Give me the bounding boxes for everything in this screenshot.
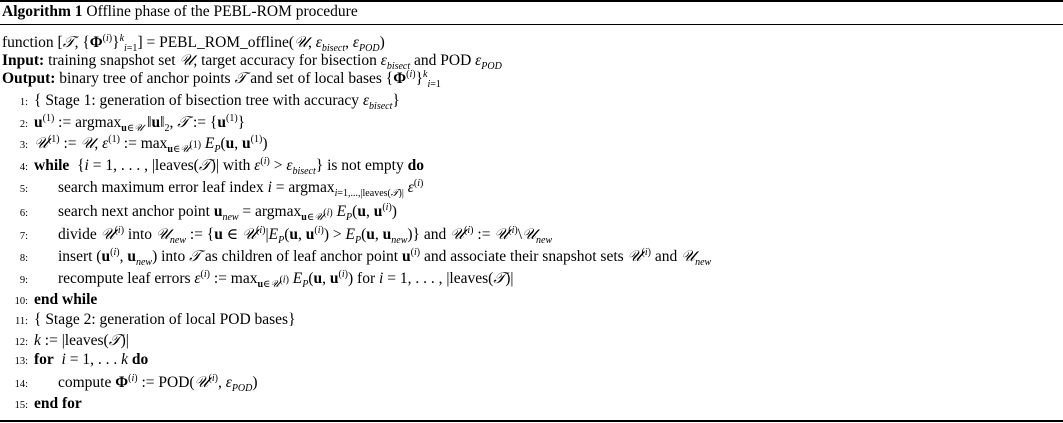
algorithm-caption (2, 2, 358, 22)
line-number: 5: (19, 184, 28, 195)
algo-line-3: 3: 𝒰$^{(1)}$ := 𝒰, $\varepsilon^{(1)}$ := $\max_{u\in 𝒰^{(1)}} E_P(u$, $u^{(1)}$) (0, 133, 268, 156)
input-label: Input: (2, 52, 45, 69)
algorithm-title: Offline phase of the PEBL-ROM procedure (86, 3, 358, 20)
line-number: 11: (14, 316, 28, 327)
algo-line-15: 15: end for (0, 394, 82, 416)
input-line: Input: training snapshot set 𝒰, target accuracy for bisection $\varepsilon_{bisect}$ and POD $\varepsilon_{POD}$ (2, 51, 502, 73)
bottom-rule (0, 420, 1063, 422)
line-number: 9: (19, 275, 28, 286)
algo-line-11: 11: { Stage 2: generation of local POD bases} (0, 310, 296, 332)
line-number: 8: (19, 253, 28, 264)
algo-line-7: 7: divide 𝒰$^{(i)}$ into 𝒰$_{new}$ := {u ∈ $𝒰^{(i)}|E_P(u$, $u^{(i)}) > E_P(u$, $u_{new}$)} and 𝒰$^{(i)}$ := 𝒰$^{(i)}$\𝒰$_{new}$ (0, 224, 552, 247)
algo-line-8: 8: insert ($u^{(i)}$, $u_{new}$) into 𝒯 as children of leaf anchor point $u^{(i)}$ and associate their snapshot sets 𝒰$^{(i)}$ and 𝒰$_{new}$ (0, 246, 711, 269)
line-number: 15: (14, 400, 28, 411)
output-label: Output: (2, 70, 56, 87)
algo-line-1: 1: { Stage 1: generation of bisection tree with accuracy $\varepsilon_{bisect}$} (0, 91, 400, 113)
algo-line-2: 2: $u^{(1)}$ := argmax$_{u\in 𝒰}$ $‖u‖_2$, 𝒯 := $\{u^{(1)}\}$ (0, 112, 245, 135)
function-signature: function [𝒯, $\{\Phi^{(i)}\}^k_{i=1}$] = PEBL_ROM_offline(𝒰, $\varepsilon_{bisect}$, $\varepsilon_{POD}$) (2, 32, 385, 55)
line-number: 10: (14, 296, 28, 307)
line-number: 14: (14, 379, 28, 390)
line-number: 6: (19, 208, 28, 219)
line-number: 1: (19, 97, 28, 108)
algo-line-10: 10: end while (0, 290, 97, 312)
algo-line-13: 13: for i = 1, . . . k do (0, 350, 148, 372)
line-number: 2: (19, 119, 28, 130)
output-line: Output: binary tree of anchor points 𝒯 and set of local bases $\{\Phi^{(i)}\}^k_{i=1}$ (2, 68, 441, 91)
line-number: 12: (14, 337, 28, 348)
algo-line-9: 9: recompute leaf errors $\varepsilon^{(i)}$ := $\max_{u\in 𝒰^{(i)}} E_P(u$, $u^{(i)}$) for i = 1, . . . , |leaves(𝒯)| (0, 268, 513, 291)
line-number: 4: (19, 162, 28, 173)
algo-line-6: 6: search next anchor point $u_{new} = argmax_{u\in 𝒰^{(i)}}$ $E_P(u$, $u^{(i)}$) (0, 202, 397, 224)
line-number: 3: (19, 140, 28, 151)
caption-rule (0, 24, 1063, 25)
line-number: 13: (14, 356, 28, 367)
line-number: 7: (19, 231, 28, 242)
algorithm-label: Algorithm 1 (2, 3, 83, 20)
algo-line-5: 5: search maximum error leaf index i = argmax$_{i=1,...,|leaves(𝒯)|}$ $\varepsilon^{(i)}$ (0, 178, 423, 200)
algo-line-12: 12: k := |leaves(𝒯)| (0, 330, 129, 353)
algo-line-4: 4: while {i = 1, . . . , |leaves(𝒯)| with $\varepsilon^{(i)} > \varepsilon_{bisect}$} is not empty do (0, 155, 424, 178)
algo-line-14: 14: compute $\Phi^{(i)}$ := POD(𝒰$^{(i)}$, $\varepsilon_{POD}$) (0, 372, 258, 395)
